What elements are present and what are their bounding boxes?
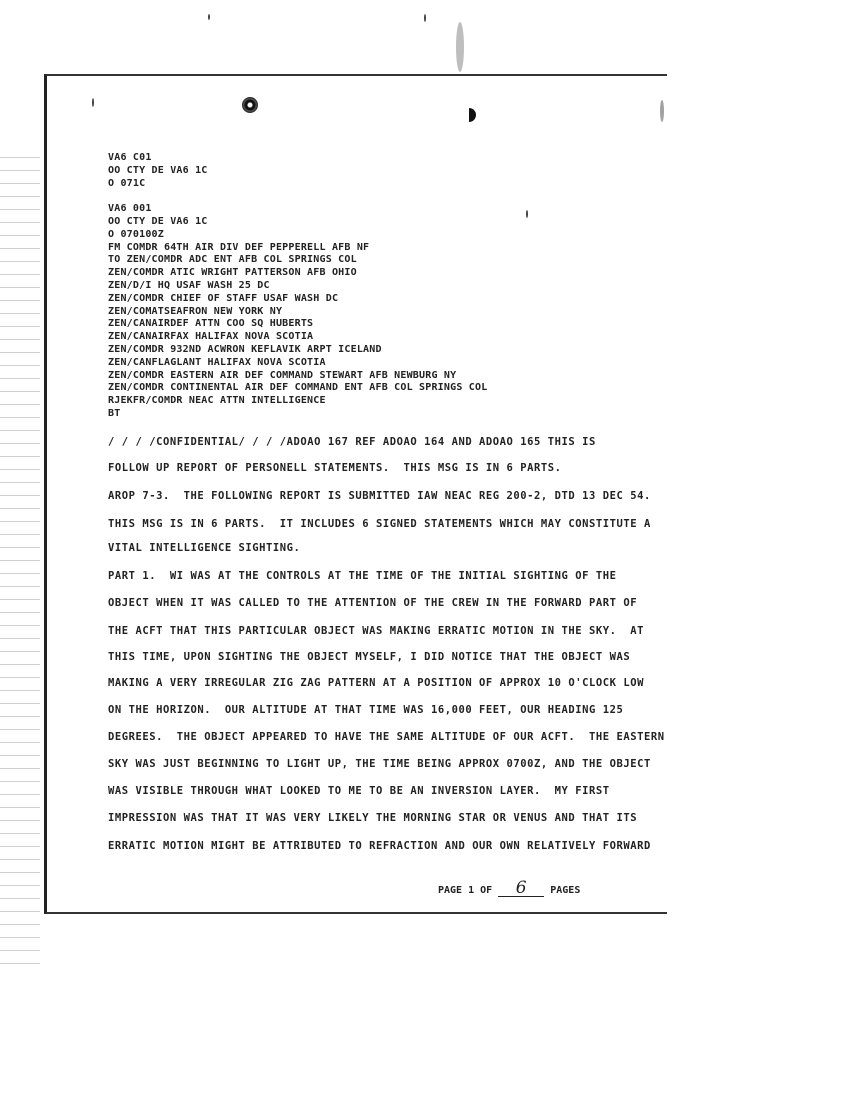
header-line: RJEKFR/COMDR NEAC ATTN INTELLIGENCE xyxy=(108,395,326,407)
punch-hole-left xyxy=(242,97,258,113)
header-line: ZEN/COMDR CHIEF OF STAFF USAF WASH DC xyxy=(108,292,339,304)
speck-2 xyxy=(424,14,426,22)
header-line: TO ZEN/COMDR ADC ENT AFB COL SPRINGS COL xyxy=(108,254,357,266)
header-line: VA6 001 xyxy=(108,203,152,215)
speck-4 xyxy=(92,98,94,107)
header-line: ZEN/CANAIRDEF ATTN COO SQ HUBERTS xyxy=(108,318,314,330)
body-line: MAKING A VERY IRREGULAR ZIG ZAG PATTERN AT A POSITION OF APPROX 10 O'CLOCK LOW xyxy=(108,677,644,689)
page-footer xyxy=(438,880,580,897)
body-line: WAS VISIBLE THROUGH WHAT LOOKED TO ME TO BE AN INVERSION LAYER. MY FIRST xyxy=(108,785,610,797)
page-prefix: PAGE 1 OF xyxy=(438,885,493,896)
header-line: O 070100Z xyxy=(108,228,164,240)
header-line: O 071C xyxy=(108,177,146,189)
body-line: AROP 7-3. THE FOLLOWING REPORT IS SUBMITTED IAW NEAC REG 200-2, DTD 13 DEC 54. xyxy=(108,490,651,502)
header-line: ZEN/COMDR ATIC WRIGHT PATTERSON AFB OHIO xyxy=(108,267,357,279)
body-line: THIS TIME, UPON SIGHTING THE OBJECT MYSELF, I DID NOTICE THAT THE OBJECT WAS xyxy=(108,651,631,663)
footer-rule xyxy=(436,912,662,914)
speck-3 xyxy=(456,22,464,72)
body-line: THIS MSG IS IN 6 PARTS. IT INCLUDES 6 SIGNED STATEMENTS WHICH MAY CONSTITUTE A xyxy=(108,518,651,530)
page-suffix: PAGES xyxy=(550,885,581,896)
header-line: ZEN/CANFLAGLANT HALIFAX NOVA SCOTIA xyxy=(108,356,326,368)
body-line: DEGREES. THE OBJECT APPEARED TO HAVE THE SAME ALTITUDE OF OUR ACFT. THE EASTERN xyxy=(108,731,665,743)
body-line: ERRATIC MOTION MIGHT BE ATTRIBUTED TO REFRACTION AND OUR OWN RELATIVELY FORWARD xyxy=(108,840,651,852)
body-line: SKY WAS JUST BEGINNING TO LIGHT UP, THE TIME BEING APPROX 0700Z, AND THE OBJECT xyxy=(108,758,651,770)
body-line: ON THE HORIZON. OUR ALTITUDE AT THAT TIME WAS 16,000 FEET, OUR HEADING 125 xyxy=(108,704,624,716)
body-line: PART 1. WI WAS AT THE CONTROLS AT THE TIME OF THE INITIAL SIGHTING OF THE xyxy=(108,570,617,582)
body-line: FOLLOW UP REPORT OF PERSONELL STATEMENTS. THIS MSG IS IN 6 PARTS. xyxy=(108,462,562,474)
body-line: VITAL INTELLIGENCE SIGHTING. xyxy=(108,542,301,554)
header-line: ZEN/COMDR 932ND ACWRON KEFLAVIK ARPT ICELAND xyxy=(108,344,382,355)
header-line: ZEN/D/I HQ USAF WASH 25 DC xyxy=(108,280,270,291)
body-line: IMPRESSION WAS THAT IT WAS VERY LIKELY THE MORNING STAR OR VENUS AND THAT ITS xyxy=(108,812,638,824)
header-line: OO CTY DE VA6 1C xyxy=(108,216,208,227)
header-line: ZEN/CANAIRFAX HALIFAX NOVA SCOTIA xyxy=(108,331,314,343)
header-line: BT xyxy=(108,408,121,419)
header-line: FM COMDR 64TH AIR DIV DEF PEPPERELL AFB NF xyxy=(108,241,370,253)
header-line: ZEN/COMDR CONTINENTAL AIR DEF COMMAND ENT AFB COL SPRINGS COL xyxy=(108,382,488,394)
speck-5 xyxy=(526,210,528,218)
body-line: / / / /CONFIDENTIAL/ / / /ADOAO 167 REF ADOAO 164 AND ADOAO 165 THIS IS xyxy=(108,436,596,448)
punch-hole-right xyxy=(462,108,476,122)
header-line: OO CTY DE VA6 1C xyxy=(108,164,208,176)
scan-left-edge-noise xyxy=(0,150,40,970)
speck-6 xyxy=(660,100,664,122)
body-line: OBJECT WHEN IT WAS CALLED TO THE ATTENTION OF THE CREW IN THE FORWARD PART OF xyxy=(108,597,638,609)
header-line: VA6 C01 xyxy=(108,152,152,163)
page-total: 6 xyxy=(498,880,544,897)
header-line: ZEN/COMATSEAFRON NEW YORK NY xyxy=(108,305,283,317)
speck-1 xyxy=(208,14,210,20)
body-line: THE ACFT THAT THIS PARTICULAR OBJECT WAS MAKING ERRATIC MOTION IN THE SKY. AT xyxy=(108,625,644,637)
header-line: ZEN/COMDR EASTERN AIR DEF COMMAND STEWART AFB NEWBURG NY xyxy=(108,369,457,381)
